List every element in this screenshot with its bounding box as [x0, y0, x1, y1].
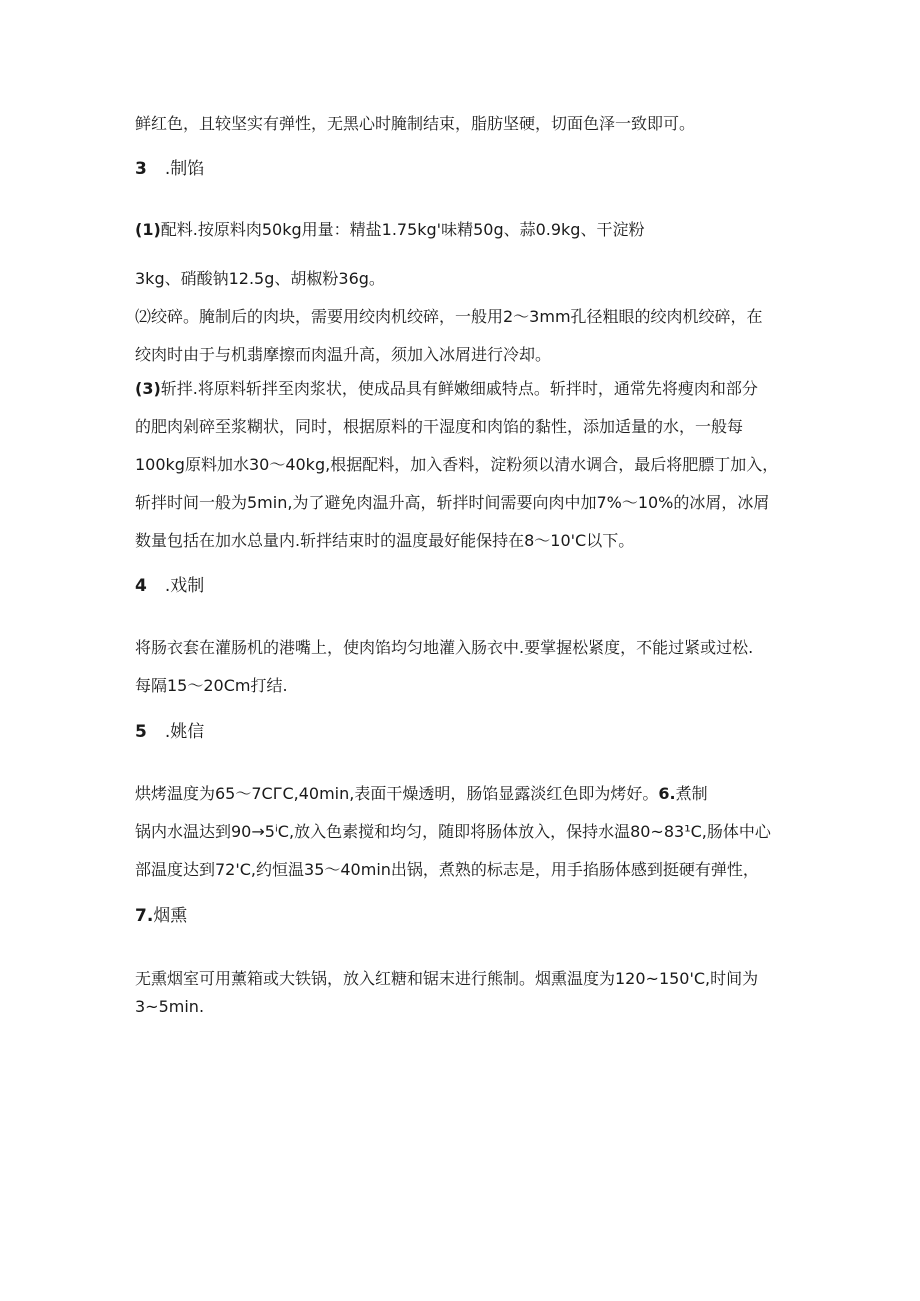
paragraph-line	[135, 219, 644, 241]
paragraph-line: 锅内水温达到90→5ⁱC,放入色素搅和均匀，随即将肠体放入，保持水温80~83¹C,肠体中心	[135, 822, 771, 841]
paragraph-line: ⑵绞碎。腌制后的肉块，需要用绞肉机绞碎，一般用2〜3mm孔径粗眼的绞肉机绞碎，在	[135, 307, 763, 326]
section-heading-3	[135, 158, 204, 180]
paragraph-text: 烘烤温度为65〜7CГC,40min,表面干燥透明，肠馅显露淡红色即为烤好。	[135, 784, 659, 803]
paragraph-line: 将肠衣套在灌肠机的港嘴上，使肉馅均匀地灌入肠衣中.要掌握松紧度，不能过紧或过松.	[135, 638, 754, 657]
item-text: 配料.按原料肉50kg用量：精盐1.75kg'味精50g、蒜0.9kg、干淀粉	[160, 220, 645, 239]
paragraph-line	[135, 378, 758, 400]
paragraph-line: 绞肉时由于与机翡摩擦而肉温升高，须加入冰屑进行冷却。	[135, 345, 552, 364]
section-heading-7	[135, 905, 187, 927]
paragraph-line: 100kg原料加水30〜40kg,根据配料，加入香料，淀粉须以清水调合，最后将肥膘丁加入，	[135, 455, 779, 474]
section-heading-4	[135, 575, 204, 597]
paragraph-line	[135, 783, 708, 805]
item-number: (3)	[135, 379, 161, 398]
paragraph-line: 部温度达到72'C,约恒温35〜40min出锅，煮熟的标志是，用手掐肠体感到挺硬有弹性，	[135, 860, 759, 879]
item-text: 斩拌.将原料斩拌至肉浆状，使成品具有鲜嫩细戚特点。斩拌时，通常先将瘦肉和部分	[160, 379, 758, 398]
section-title: 煮制	[675, 784, 708, 803]
paragraph-line: 无熏烟室可用薰箱或大铁锅，放入红糖和锯末进行熊制。烟熏温度为120~150'C,时间为	[135, 969, 759, 988]
paragraph-line: 3kg、硝酸钠12.5g、胡椒粉36g。	[135, 269, 385, 288]
section-heading-5	[135, 721, 204, 743]
paragraph-line: 的肥肉剁碎至浆糊状，同时，根据原料的干湿度和肉馅的黏性，添加适量的水，一般每	[135, 417, 744, 436]
paragraph-line: 数量包括在加水总量内.斩拌结束时的温度最好能保持在8〜10'C以下。	[135, 531, 635, 550]
paragraph-line: 鲜红色，且较坚实有弹性，无黑心时腌制结束，脂肪坚硬，切面色泽一致即可。	[135, 114, 696, 133]
paragraph-line: 每隔15〜20Cm打结.	[135, 676, 288, 695]
paragraph-line: 斩拌时间一般为5min,为了避免肉温升高，斩拌时间需要向肉中加7%〜10%的冰屑，冰屑	[135, 493, 770, 512]
section-number: 6.	[658, 784, 676, 803]
section-title: .戏制	[164, 576, 205, 596]
paragraph-line: 3~5min.	[135, 997, 205, 1016]
section-number: 7.	[135, 906, 154, 926]
section-number: 3	[135, 159, 147, 179]
section-number: 4	[135, 576, 147, 596]
section-number: 5	[135, 722, 147, 742]
section-title: .姚信	[164, 722, 205, 742]
section-title: 烟熏	[153, 906, 188, 926]
item-number: (1)	[135, 220, 161, 239]
section-title: .制馅	[164, 159, 205, 179]
